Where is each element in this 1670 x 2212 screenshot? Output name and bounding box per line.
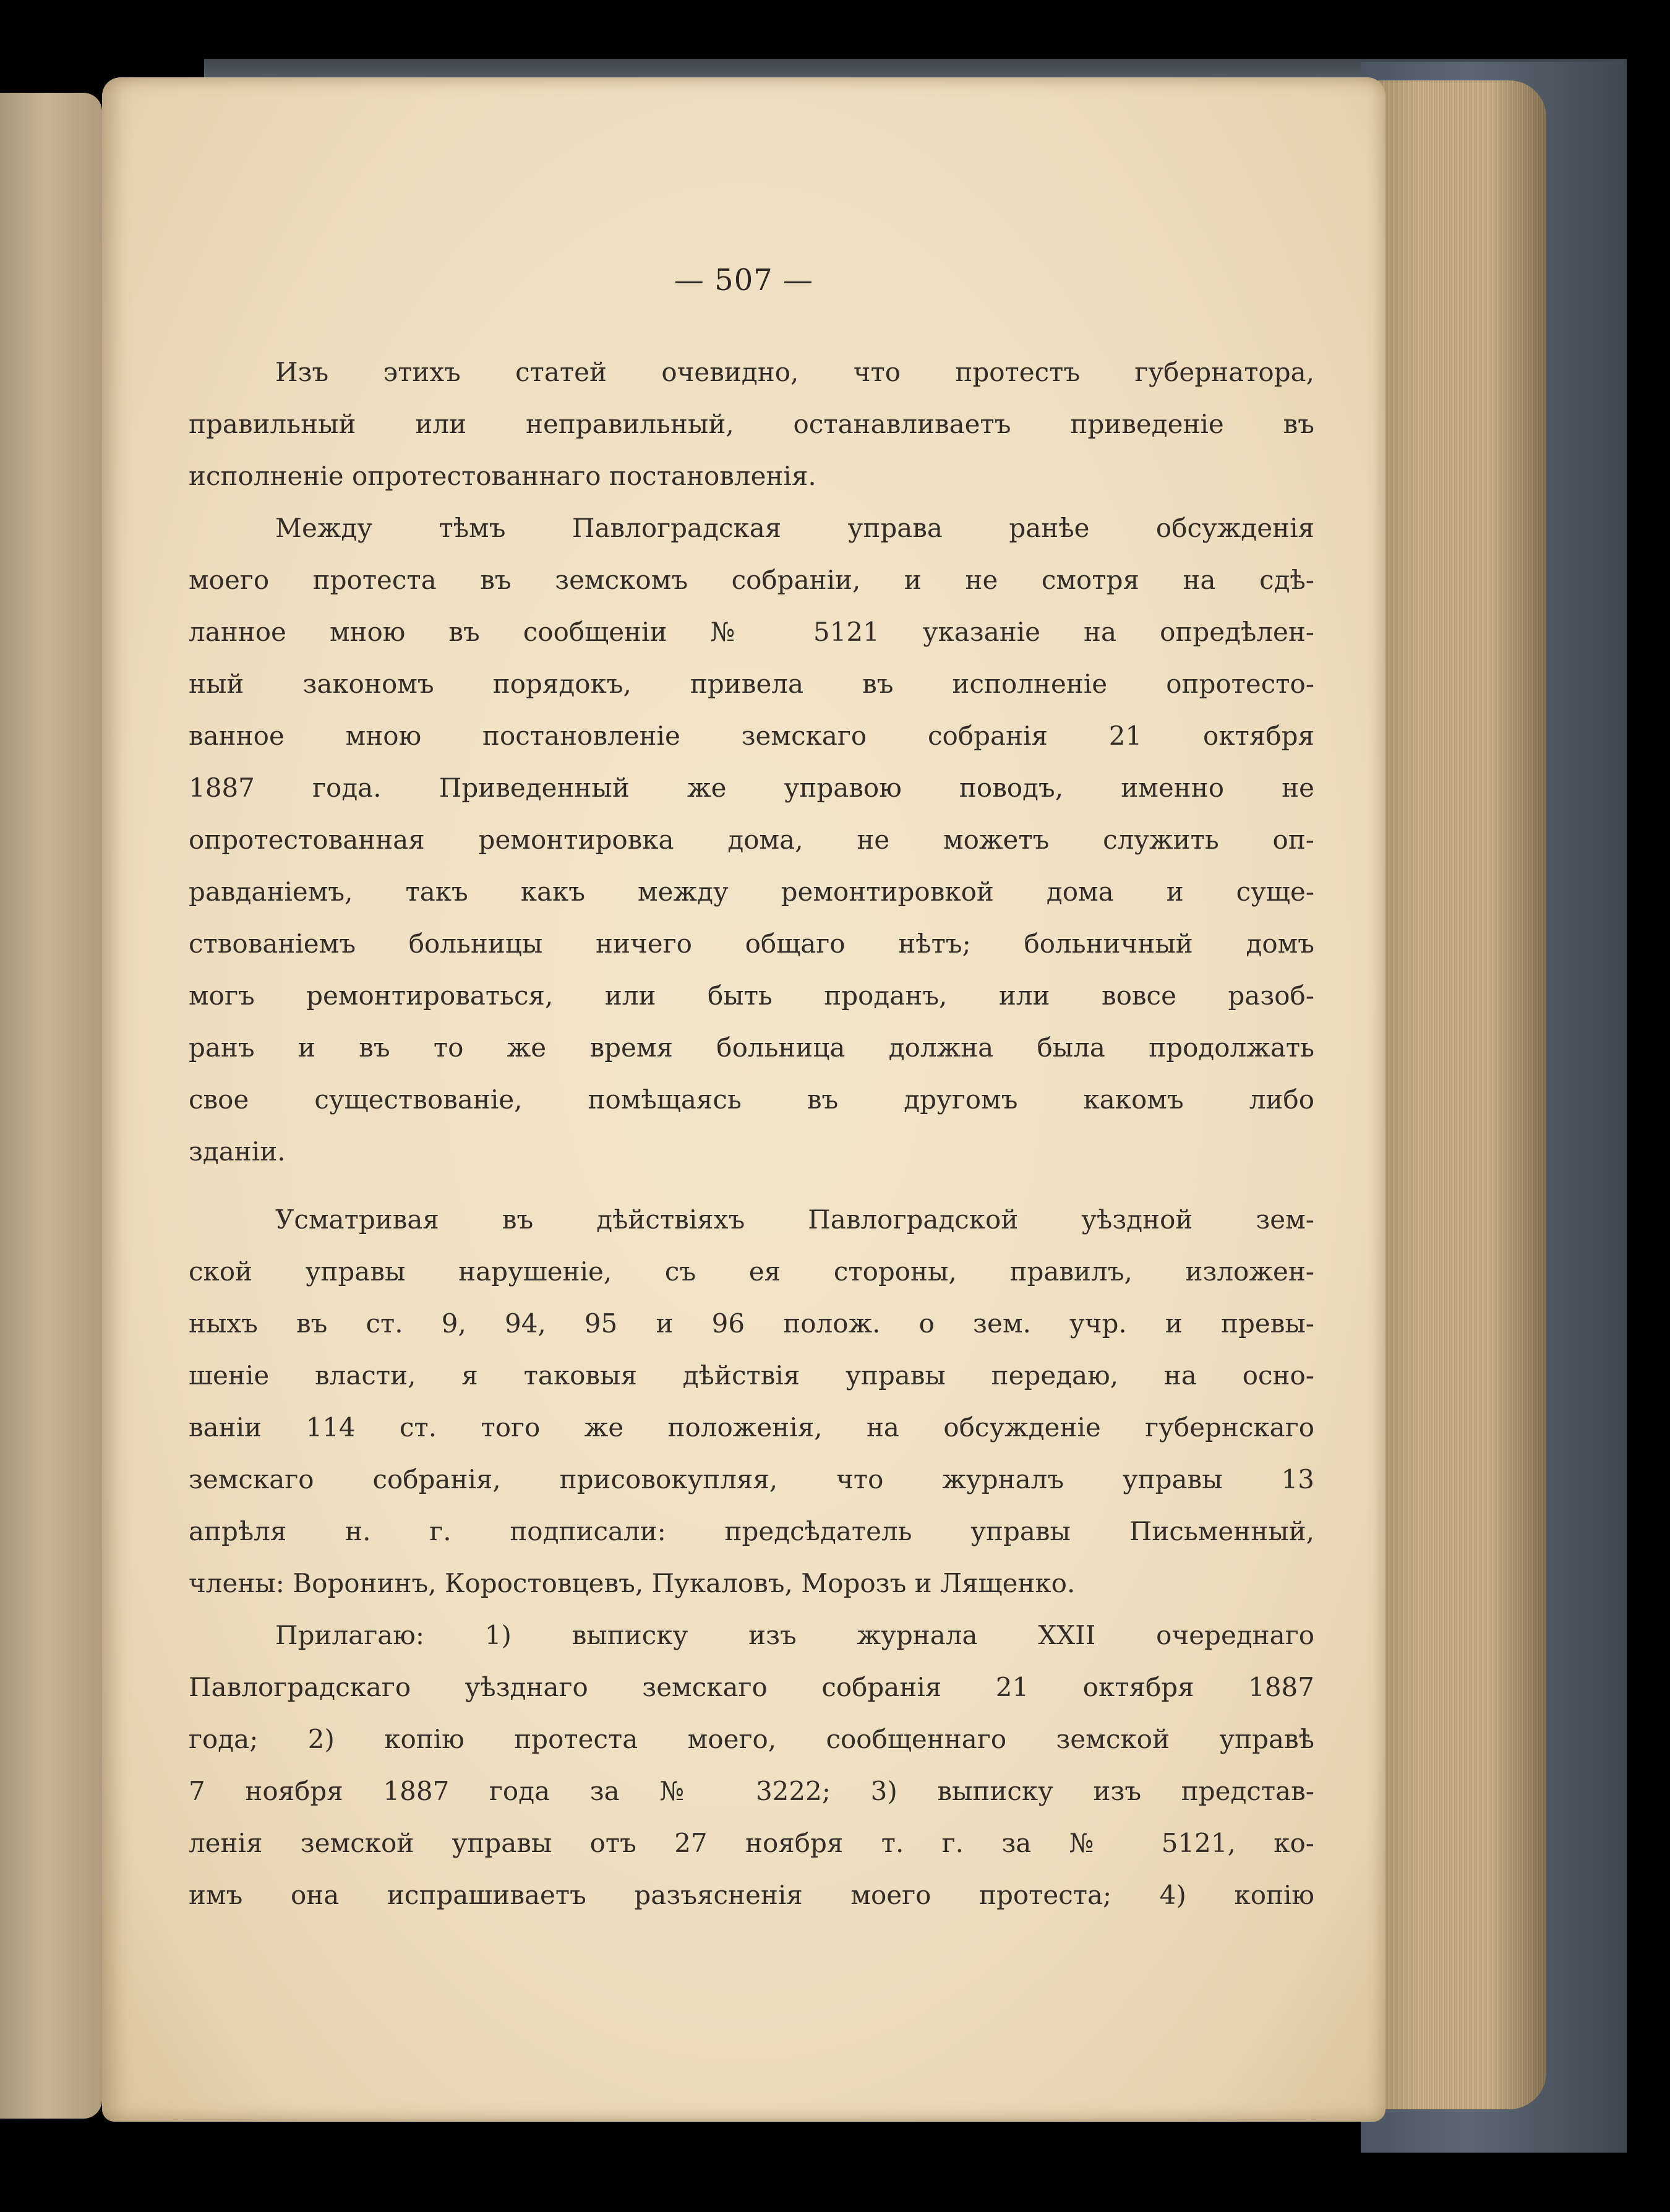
text-line: ленія земской управы отъ 27 ноября т. г. за № 5121, ко- — [189, 1828, 1314, 1858]
page-text — [189, 346, 1314, 1921]
book-page — [102, 77, 1385, 2122]
text-line: члены: Воронинъ, Коростовцевъ, Пукаловъ, Морозъ и Лященко. — [189, 1568, 1076, 1598]
text-line: апрѣля н. г. подписали: предсѣдатель управы Письменный, — [189, 1516, 1314, 1546]
text-line: ванное мною постановленіе земскаго собранія 21 октября — [189, 721, 1314, 751]
page-edges-shade — [1361, 80, 1546, 2109]
previous-page-edge — [0, 93, 102, 2119]
text-line: 7 ноября 1887 года за № 3222; 3) выписку изъ представ- — [189, 1776, 1314, 1806]
text-line: могъ ремонтироваться, или быть проданъ, или вовсе разоб- — [189, 980, 1314, 1011]
text-line: ской управы нарушеніе, съ ея стороны, правилъ, изложен- — [189, 1256, 1314, 1287]
text-line: Между тѣмъ Павлоградская управа ранѣе обсужденія — [275, 513, 1314, 543]
page-number: — 507 — — [674, 263, 814, 298]
text-line: свое существованіе, помѣщаясь въ другомъ какомъ либо — [189, 1084, 1314, 1115]
text-line: шеніе власти, я таковыя дѣйствія управы передаю, на осно- — [189, 1360, 1314, 1391]
text-line: равданіемъ, такъ какъ между ремонтировкой дома и суще- — [189, 877, 1314, 907]
text-line: исполненіе опротестованнаго постановленія. — [189, 461, 816, 491]
text-line: ныхъ въ ст. 9, 94, 95 и 96 полож. о зем. учр. и превы- — [189, 1308, 1314, 1339]
text-line: ствованіемъ больницы ничего общаго нѣтъ; больничный домъ — [189, 928, 1314, 959]
text-line: Изъ этихъ статей очевидно, что протестъ губернатора, — [275, 357, 1314, 387]
text-line: земскаго собранія, присовокупляя, что журналъ управы 13 — [189, 1464, 1314, 1494]
text-line: Прилагаю: 1) выписку изъ журнала XXII очереднаго — [275, 1620, 1314, 1650]
text-line: имъ она испрашиваетъ разъясненія моего протеста; 4) копію — [189, 1880, 1314, 1910]
text-line: ный закономъ порядокъ, привела въ исполненіе опротесто- — [189, 669, 1314, 699]
text-line: Усматривая въ дѣйствіяхъ Павлоградской уѣздной зем- — [275, 1204, 1314, 1235]
text-line: ланное мною въ сообщеніи № 5121 указаніе на опредѣлен- — [189, 617, 1314, 647]
text-line: зданіи. — [189, 1136, 286, 1167]
text-line: моего протеста въ земскомъ собраніи, и не смотря на сдѣ- — [189, 565, 1314, 595]
text-line: правильный или неправильный, останавливаетъ приведеніе въ — [189, 409, 1314, 439]
text-line: ваніи 114 ст. того же положенія, на обсужденіе губернскаго — [189, 1412, 1314, 1443]
text-line: опротестованная ремонтировка дома, не можетъ служить оп- — [189, 825, 1314, 855]
text-line: ранъ и въ то же время больница должна была продолжать — [189, 1032, 1314, 1063]
text-line: 1887 года. Приведенный же управою поводъ, именно не — [189, 773, 1314, 803]
text-line: Павлоградскаго уѣзднаго земскаго собранія 21 октября 1887 — [189, 1672, 1314, 1702]
text-line: года; 2) копію протеста моего, сообщеннаго земской управѣ — [189, 1724, 1314, 1754]
